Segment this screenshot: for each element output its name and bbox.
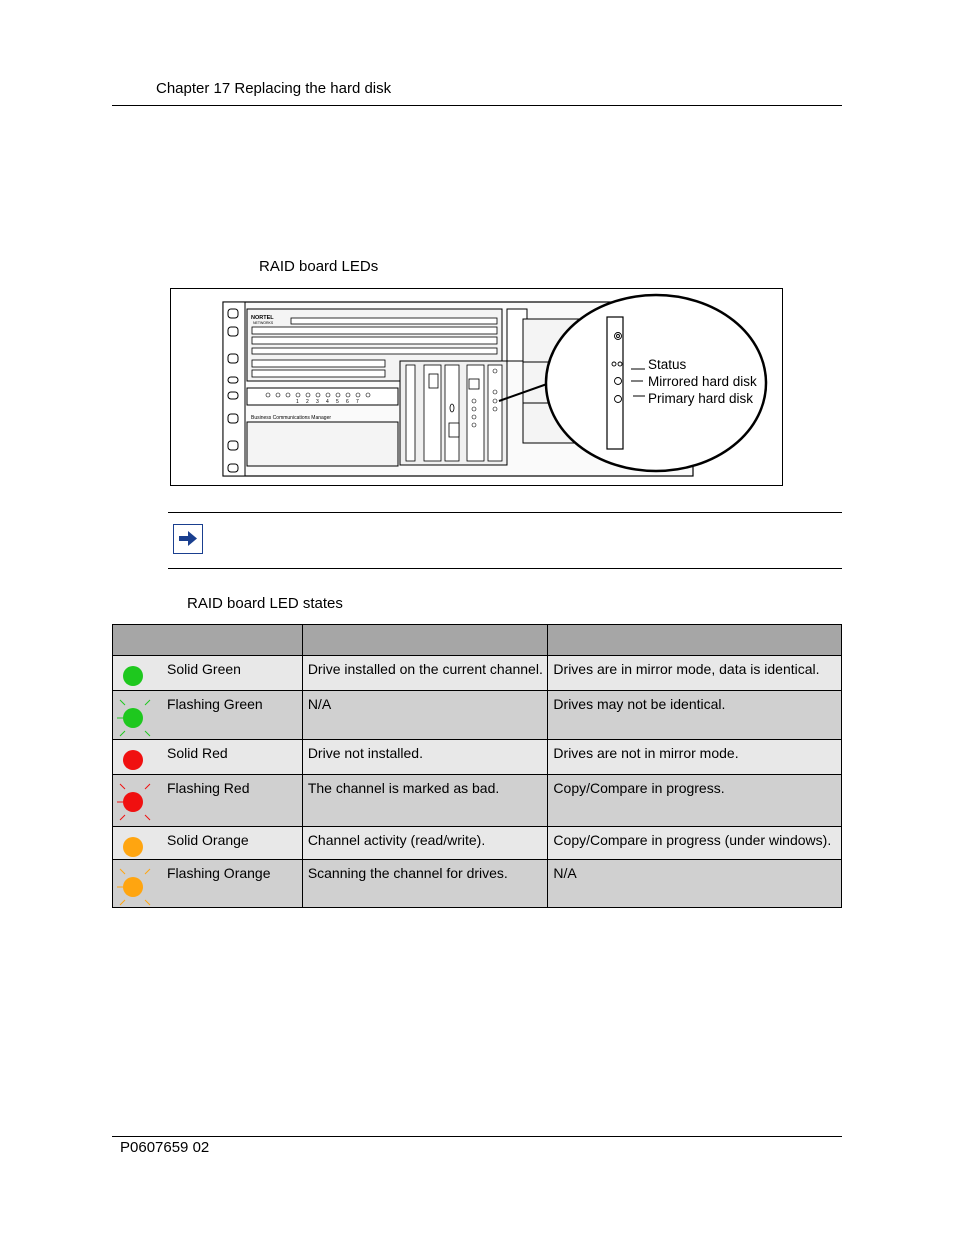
flashing-led-icon	[115, 775, 163, 821]
chapter-header: Chapter 17 Replacing the hard disk	[156, 80, 392, 97]
note-top-rule	[168, 512, 842, 513]
table-header-cell	[113, 625, 303, 656]
led-state-label: Solid Red	[167, 745, 228, 761]
table-cell: Drive installed on the current channel.	[302, 656, 548, 691]
table-cell: Channel activity (read/write).	[302, 827, 548, 860]
table-cell: Copy/Compare in progress.	[548, 775, 842, 827]
figure-caption: RAID board LEDs	[259, 258, 379, 275]
panel-led-number: 3	[316, 399, 319, 405]
callout-primary-hard-disk: Primary hard disk	[648, 391, 754, 406]
panel-product-name: Business Communications Manager	[251, 415, 332, 421]
led-state-cell	[113, 860, 303, 908]
document-id: P0607659 02	[120, 1139, 210, 1156]
table-header-row	[113, 625, 842, 656]
panel-led-number: 6	[346, 399, 349, 405]
table-caption: RAID board LED states	[187, 595, 343, 612]
panel-led-number: 7	[356, 399, 359, 405]
table-cell: Drives are in mirror mode, data is identical.	[548, 656, 842, 691]
header-rule	[112, 105, 842, 106]
table-cell: Drives may not be identical.	[548, 691, 842, 740]
table-row	[113, 740, 842, 775]
server-front-panel-illustration	[171, 289, 784, 487]
led-state-cell	[113, 656, 303, 691]
led-state-label: Solid Green	[167, 661, 241, 677]
table-header-cell	[302, 625, 548, 656]
led-states-table	[112, 624, 842, 908]
flashing-led-icon	[115, 691, 163, 737]
led-state-label: Flashing Red	[167, 780, 250, 796]
led-state-cell	[113, 740, 303, 775]
panel-brand: NORTEL	[251, 315, 274, 321]
led-state-cell	[113, 691, 303, 740]
table-row	[113, 827, 842, 860]
panel-led-number: 2	[306, 399, 309, 405]
note-bottom-rule	[168, 568, 842, 569]
table-cell: Drive not installed.	[302, 740, 548, 775]
panel-brand-sub: NETWORKS	[253, 321, 274, 325]
panel-led-number: 5	[336, 399, 339, 405]
table-cell: Copy/Compare in progress (under windows).	[548, 827, 842, 860]
table-row	[113, 691, 842, 740]
callout-mirrored-hard-disk: Mirrored hard disk	[648, 374, 757, 389]
solid-led-icon	[115, 827, 163, 861]
table-row	[113, 656, 842, 691]
table-row	[113, 775, 842, 827]
table-header-cell	[548, 625, 842, 656]
led-state-label: Flashing Orange	[167, 865, 271, 881]
arrow-right-icon	[173, 524, 203, 554]
led-state-label: Solid Orange	[167, 832, 249, 848]
table-cell: Scanning the channel for drives.	[302, 860, 548, 908]
table-cell: The channel is marked as bad.	[302, 775, 548, 827]
panel-led-number: 1	[296, 399, 299, 405]
led-state-cell	[113, 775, 303, 827]
led-state-label: Flashing Green	[167, 696, 263, 712]
led-state-cell	[113, 827, 303, 860]
callout-status: Status	[648, 357, 687, 372]
footer-rule	[112, 1136, 842, 1137]
table-cell: N/A	[548, 860, 842, 908]
raid-board-figure	[170, 288, 783, 486]
table-cell: Drives are not in mirror mode.	[548, 740, 842, 775]
table-row	[113, 860, 842, 908]
table-cell: N/A	[302, 691, 548, 740]
solid-led-icon	[115, 740, 163, 774]
panel-led-number: 4	[326, 399, 329, 405]
solid-led-icon	[115, 656, 163, 690]
flashing-led-icon	[115, 860, 163, 906]
